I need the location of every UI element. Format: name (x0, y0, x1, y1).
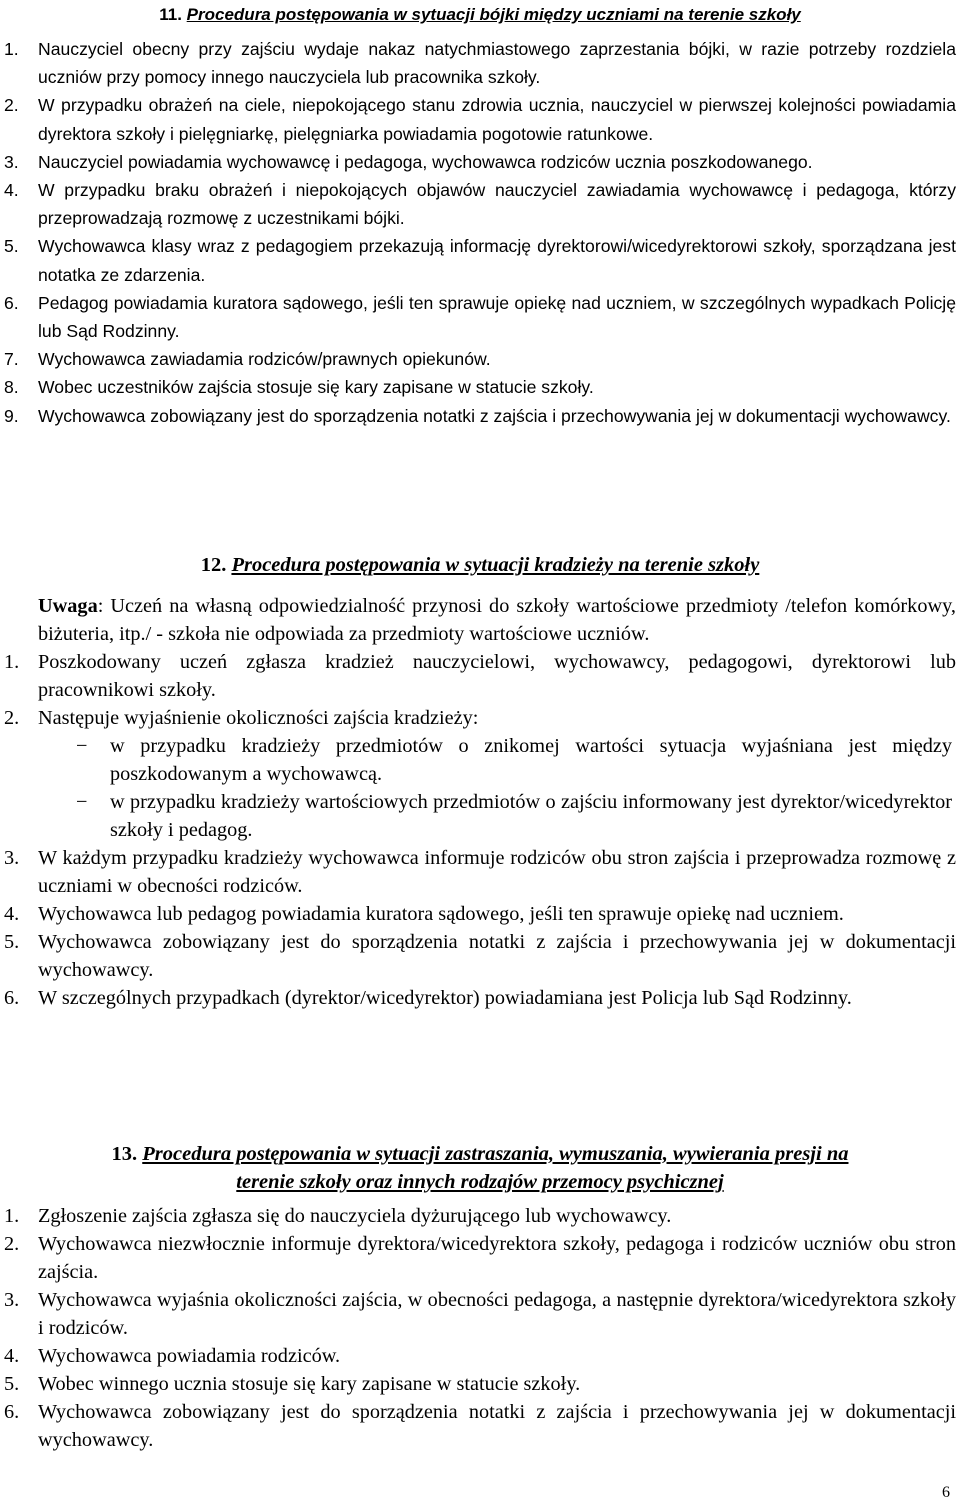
page-number: 6 (942, 1484, 950, 1501)
item-number: 3. (4, 1289, 20, 1311)
item-number: 2. (4, 95, 19, 116)
item-number: 1. (4, 651, 20, 673)
item-number: 9. (4, 405, 19, 426)
item-text: Zgłoszenie zajścia zgłasza się do nauczyciela dyżurującego lub wychowawcy. (38, 1205, 672, 1227)
note-label: Uwaga (38, 595, 98, 617)
item-number: 4. (4, 1345, 20, 1367)
section-11 (0, 0, 960, 430)
item-text: W każdym przypadku kradzieży wychowawca informuje rodziców obu stron zajścia i przeprowadza rozmowę z uczniami w obecności rodziców. (38, 847, 956, 897)
item-number: 2. (4, 707, 20, 729)
item-number: 4. (4, 903, 20, 925)
list-item (0, 844, 956, 900)
item-text: Wobec winnego ucznia stosuje się kary zapisane w statucie szkoły. (38, 1373, 581, 1395)
item-text: Wychowawca wyjaśnia okoliczności zajścia, w obecności pedagoga, a następnie dyrektora/wicedyrektora szkoły i rodziców. (38, 1289, 956, 1339)
list-item (0, 1286, 956, 1342)
item-text: Następuje wyjaśnienie okoliczności zajścia kradzieży: (38, 707, 479, 729)
section-number: 13. (111, 1143, 138, 1165)
sub-item-text: w przypadku kradzieży przedmiotów o znikomej wartości sytuacja wyjaśniana jest między poszkodowanym a wychowawcą. (110, 735, 952, 785)
list-item (0, 402, 956, 430)
note-paragraph (38, 592, 956, 648)
item-text: Nauczyciel obecny przy zajściu wydaje nakaz natychmiastowego zaprzestania bójki, w razie potrzeby rozdziela uczniów przy pomocy innego nauczyciela lub pracownika szkoły. (38, 39, 956, 88)
section-13-list (0, 1202, 960, 1454)
item-text: Wychowawca lub pedagog powiadamia kuratora sądowego, jeśli ten sprawuje opiekę nad uczniem. (38, 903, 844, 925)
item-text: Wychowawca klasy wraz z pedagogiem przekazują informację dyrektorowi/wicedyrektorowi szkoły, sporządzana jest notatka ze zdarzenia. (38, 236, 956, 285)
sub-list-item (0, 732, 952, 788)
item-text: Wychowawca powiadamia rodziców. (38, 1345, 341, 1367)
section-title-text: Procedura postępowania w sytuacji bójki między uczniami na terenie szkoły (186, 5, 801, 24)
item-number: 4. (4, 180, 19, 201)
dash-bullet: − (76, 791, 88, 813)
section-11-list (0, 35, 960, 430)
sub-list-item (0, 788, 952, 844)
section-12 (0, 552, 960, 1012)
item-number: 5. (4, 931, 20, 953)
item-number: 3. (4, 151, 19, 172)
item-number: 6. (4, 987, 20, 1009)
list-item (0, 1342, 956, 1370)
list-item (0, 289, 956, 345)
item-text: Wychowawca zobowiązany jest do sporządzenia notatki z zajścia i przechowywania jej w dokumentacji wychowawcy. (38, 405, 951, 426)
list-item (0, 900, 956, 928)
sub-item-text: w przypadku kradzieży wartościowych przedmiotów o zajściu informowany jest dyrektor/wicedyrektor szkoły i pedagog. (110, 791, 952, 841)
item-text: Wychowawca niezwłocznie informuje dyrektora/wicedyrektora szkoły, pedagoga i rodziców uczniów obu stron zajścia. (38, 1233, 956, 1283)
list-item (0, 1202, 956, 1230)
item-number: 1. (4, 1205, 20, 1227)
list-item (0, 232, 956, 288)
item-number: 1. (4, 39, 19, 59)
section-13 (0, 1140, 960, 1454)
list-item (0, 928, 956, 984)
section-12-list (0, 648, 960, 1012)
item-text: W przypadku obrażeń na ciele, niepokojącego stanu zdrowia ucznia, nauczyciel w pierwszej kolejności powiadamia dyrektora szkoły i pielęgniarkę, pielęgniarka powiadamia pogotowie ratunkowe. (38, 95, 956, 144)
section-12-title (0, 552, 960, 578)
item-number: 6. (4, 1401, 20, 1423)
section-number: 12. (200, 554, 227, 576)
section-13-title (0, 1140, 960, 1196)
item-number: 7. (4, 349, 19, 370)
list-item (0, 984, 956, 1012)
item-number: 6. (4, 292, 19, 313)
sub-list (0, 732, 956, 844)
list-item (0, 1230, 956, 1286)
item-text: Nauczyciel powiadamia wychowawcę i pedagoga, wychowawca rodziców ucznia poszkodowanego. (38, 151, 813, 172)
list-item (0, 1370, 956, 1398)
item-number: 3. (4, 847, 20, 869)
list-item (0, 176, 956, 232)
list-item (0, 1398, 956, 1454)
list-item (0, 648, 956, 704)
item-text: W szczególnych przypadkach (dyrektor/wicedyrektor) powiadamiana jest Policja lub Sąd Rodzinny. (38, 987, 852, 1009)
item-text: Wobec uczestników zajścia stosuje się kary zapisane w statucie szkoły. (38, 377, 594, 398)
list-item (0, 373, 956, 401)
item-text: Wychowawca zobowiązany jest do sporządzenia notatki z zajścia i przechowywania jej w dokumentacji wychowawcy. (38, 1401, 956, 1451)
item-number: 5. (4, 236, 19, 257)
item-number: 5. (4, 1373, 20, 1395)
item-number: 2. (4, 1233, 20, 1255)
section-11-title (0, 0, 960, 28)
list-item (0, 35, 956, 91)
list-item (0, 704, 956, 844)
item-text: W przypadku braku obrażeń i niepokojących objawów nauczyciel zawiadamia wychowawcę i pedagoga, którzy przeprowadzają rozmowę z uczestnikami bójki. (38, 180, 956, 229)
section-title-text: Procedura postępowania w sytuacji kradzieży na terenie szkoły (231, 554, 760, 576)
dash-bullet: − (76, 735, 88, 757)
section-title-text-line2: terenie szkoły oraz innych rodzajów przemocy psychicznej (236, 1171, 724, 1193)
list-item (0, 91, 956, 147)
list-item (0, 345, 956, 373)
item-text: Poszkodowany uczeń zgłasza kradzież nauczycielowi, wychowawcy, pedagogowi, dyrektorowi lub pracownikowi szkoły. (38, 651, 956, 701)
item-text: Wychowawca zawiadamia rodziców/prawnych opiekunów. (38, 349, 491, 370)
item-text: Wychowawca zobowiązany jest do sporządzenia notatki z zajścia i przechowywania jej w dokumentacji wychowawcy. (38, 931, 956, 981)
note-text: : Uczeń na własną odpowiedzialność przynosi do szkoły wartościowe przedmioty /telefon komórkowy, biżuteria, itp./ - szkoła nie odpowiada za przedmioty wartościowe uczniów. (38, 595, 956, 645)
section-title-text: Procedura postępowania w sytuacji zastraszania, wymuszania, wywierania presji na (142, 1143, 849, 1165)
item-text: Pedagog powiadamia kuratora sądowego, jeśli ten sprawuje opiekę nad uczniem, w szczególnych wypadkach Policję lub Sąd Rodzinny. (38, 292, 956, 342)
item-number: 8. (4, 377, 19, 398)
list-item (0, 148, 956, 176)
section-number: 11. (159, 5, 182, 24)
